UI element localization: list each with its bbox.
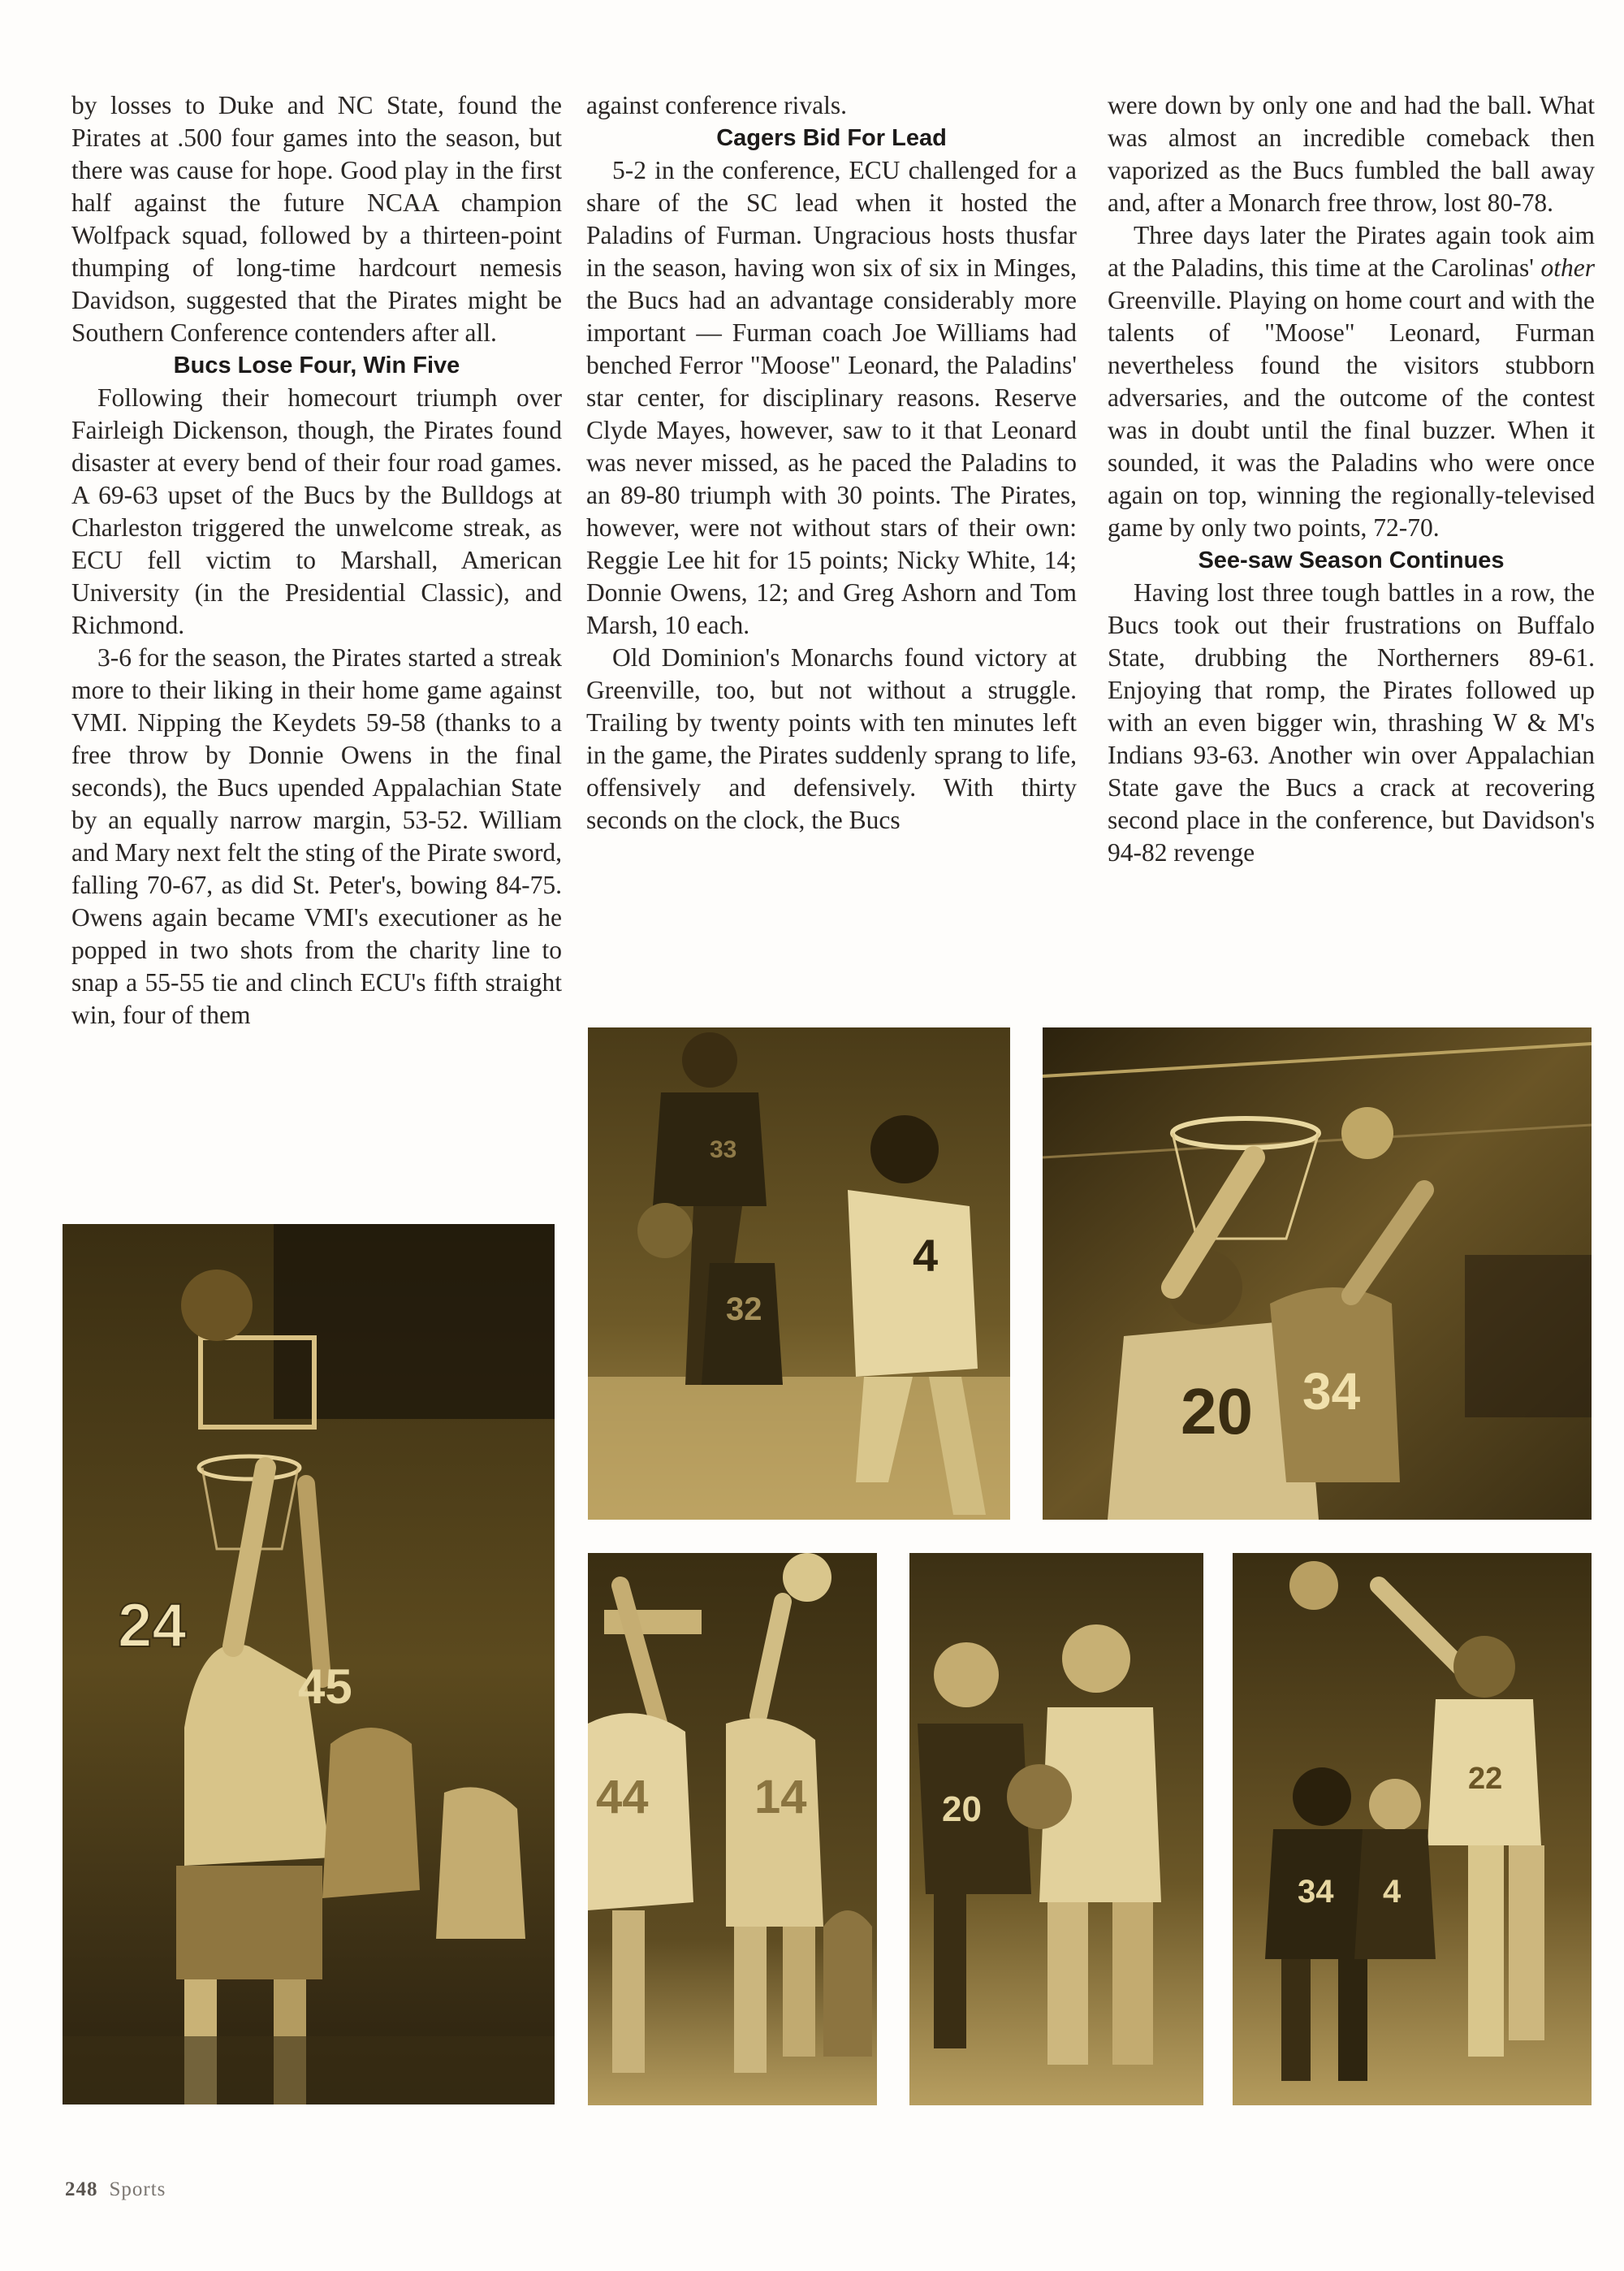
jersey-number: 24 bbox=[118, 1591, 187, 1660]
paragraph: against conference rivals. bbox=[586, 91, 847, 119]
paragraph: 3-6 for the season, the Pirates started a streak more to their liking in their home game against VMI. Nipping the Keydets 59-58 (thanks to a free throw by Donnie Owens in the final seconds), the Bucs upended Appalachian State by an equally narrow margin, 53-52. William and Mary next felt the sting of the Pirate sword, falling 70-67, as did St. Peter's, bowing 84-75. Owens again became VMI's executioner as he popped in two shots from the charity line to snap a 55-55 tie and clinch ECU's fifth straight win, four of them bbox=[71, 643, 562, 1029]
paragraph: by losses to Duke and NC State, found the Pirates at .500 four games into the season, but there was cause for hope. Good play in the first half against the future NCAA champion Wolfpack squad, followed by a thirteen-point thumping of long-time hardcourt nemesis Davidson, suggested that the Pirates might be Southern Conference contenders after all. bbox=[71, 91, 562, 347]
photo-bottom-2 bbox=[909, 1553, 1203, 2105]
jersey-number: 14 bbox=[754, 1771, 807, 1823]
jersey-number: 20 bbox=[1181, 1375, 1253, 1447]
jersey-number: 22 bbox=[1468, 1762, 1503, 1796]
text-column-1 bbox=[71, 89, 562, 1032]
jersey-number: 32 bbox=[726, 1291, 762, 1327]
photo-top-middle bbox=[588, 1027, 1010, 1520]
photo-top-right bbox=[1043, 1027, 1592, 1520]
photo-bottom-3 bbox=[1233, 1553, 1592, 2105]
page-number: 248 bbox=[65, 2178, 98, 2200]
jersey-number: 33 bbox=[710, 1136, 737, 1163]
jersey-number: 4 bbox=[913, 1230, 939, 1281]
paragraph: Following their homecourt triumph over Fairleigh Dickenson, though, the Pirates found disaster at every bend of their four road games. A 69-63 upset of the Bucs by the Bulldogs at Charleston triggered the unwelcome streak, as ECU fell victim to Marshall, American University (in the Presidential Classic), and Richmond. bbox=[71, 383, 562, 639]
section-heading: Cagers Bid For Lead bbox=[716, 125, 947, 151]
jersey-number: 20 bbox=[942, 1789, 982, 1829]
photo-bottom-1 bbox=[588, 1553, 877, 2105]
section-name: Sports bbox=[109, 2178, 166, 2200]
page-footer bbox=[65, 2178, 166, 2201]
jersey-number: 4 bbox=[1383, 1874, 1402, 1910]
paragraph-text: Greenville. Playing on home court and with the talents of "Moose" Leonard, Furman nevertheless found the visitors stubborn adversaries, and the outcome of the contest was in doubt until the final buzzer. When it sounded, it was the Paladins who were once again on top, winning the regionally-televised game by only two points, 72-70. bbox=[1108, 286, 1595, 542]
jersey-number: 44 bbox=[596, 1771, 649, 1823]
text-column-3 bbox=[1108, 89, 1595, 869]
jersey-number: 34 bbox=[1298, 1874, 1334, 1910]
paragraph: 5-2 in the conference, ECU challenged for a share of the SC lead when it hosted the Paladins of Furman. Ungracious hosts thusfar in the season, having won six of six in Minges, the Bucs had an advantage considerably more important — Furman coach Joe Williams had benched Ferror "Moose" Leonard, the Paladins' star center, for disciplinary reasons. Reserve Clyde Mayes, however, saw to it that Leonard was never missed, as he paced the Paladins to an 89-80 triumph with 30 points. The Pirates, however, were not without stars of their own: Reggie Lee hit for 15 points; Nicky White, 14; Donnie Owens, 12; and Greg Ashorn and Tom Marsh, 10 each. bbox=[586, 156, 1077, 639]
section-heading: See-saw Season Continues bbox=[1198, 547, 1505, 573]
jersey-number: 34 bbox=[1302, 1362, 1361, 1421]
jersey-number: 45 bbox=[298, 1659, 352, 1714]
paragraph: Having lost three tough battles in a row, the Bucs took out their frustrations on Buffalo State, drubbing the Northerners 89-61. Enjoying that romp, the Pirates followed up with an even bigger win, thrashing W & M's Indians 93-63. Another win over Appalachian State gave the Bucs a crack at recovering second place in the conference, but Davidson's 94-82 revenge bbox=[1108, 578, 1595, 867]
section-heading: Bucs Lose Four, Win Five bbox=[173, 353, 460, 378]
text-column-2 bbox=[586, 89, 1077, 837]
paragraph: were down by only one and had the ball. What was almost an incredible comeback then vaporized as the Bucs fumbled the ball away and, after a Monarch free throw, lost 80-78. bbox=[1108, 91, 1595, 217]
italic-word: other bbox=[1540, 253, 1595, 282]
paragraph: Old Dominion's Monarchs found victory at Greenville, too, but not without a struggle. Trailing by twenty points with ten minutes left in the game, the Pirates suddenly sprang to life, offensively and defensively. With thirty seconds on the clock, the Bucs bbox=[586, 643, 1077, 834]
paragraph bbox=[1108, 219, 1595, 544]
paragraph-text: Three days later the Pirates again took aim at the Paladins, this time at the Carolinas' bbox=[1108, 221, 1595, 282]
photo-tall-left bbox=[63, 1224, 555, 2104]
